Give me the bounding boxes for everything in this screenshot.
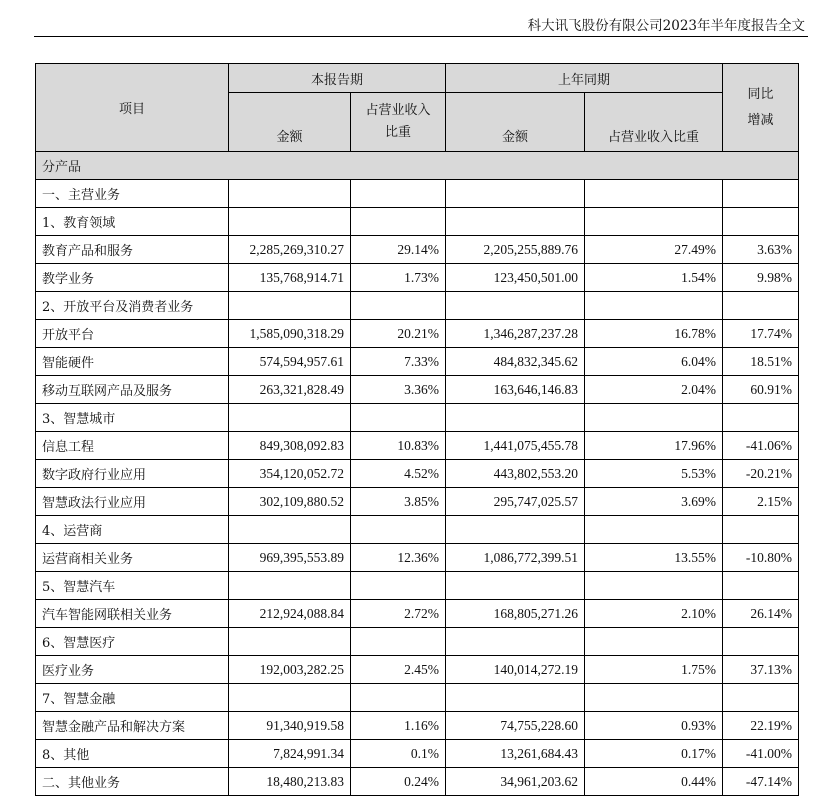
ratio-current <box>351 292 446 320</box>
row-label: 开放平台 <box>36 320 229 348</box>
revenue-by-product-table <box>35 63 799 796</box>
table-row <box>36 432 799 460</box>
table-row <box>36 656 799 684</box>
category-heading-row <box>36 572 799 600</box>
row-label: 8、其他 <box>36 740 229 768</box>
ratio-prior: 2.10% <box>585 600 723 628</box>
ratio-prior <box>585 208 723 236</box>
ratio-current: 20.21% <box>351 320 446 348</box>
yoy-change: 60.91% <box>723 376 799 404</box>
col-header-amount-prior: 金额 <box>446 93 585 152</box>
ratio-prior <box>585 628 723 656</box>
col-header-ratio-current <box>351 93 446 152</box>
category-heading-row <box>36 180 799 208</box>
row-label: 7、智慧金融 <box>36 684 229 712</box>
yoy-change: -47.14% <box>723 768 799 796</box>
amount-current: 263,321,828.49 <box>229 376 351 404</box>
ratio-current: 7.33% <box>351 348 446 376</box>
amount-prior <box>446 516 585 544</box>
ratio-prior <box>585 516 723 544</box>
row-label: 1、教育领域 <box>36 208 229 236</box>
ratio-prior: 16.78% <box>585 320 723 348</box>
row-label: 3、智慧城市 <box>36 404 229 432</box>
amount-current: 18,480,213.83 <box>229 768 351 796</box>
amount-prior: 1,441,075,455.78 <box>446 432 585 460</box>
amount-prior <box>446 292 585 320</box>
amount-prior <box>446 208 585 236</box>
row-label: 4、运营商 <box>36 516 229 544</box>
table-row <box>36 264 799 292</box>
ratio-prior: 3.69% <box>585 488 723 516</box>
table-row <box>36 348 799 376</box>
col-header-amount-current: 金额 <box>229 93 351 152</box>
amount-current: 302,109,880.52 <box>229 488 351 516</box>
amount-current <box>229 208 351 236</box>
ratio-current: 0.24% <box>351 768 446 796</box>
ratio-current: 1.16% <box>351 712 446 740</box>
amount-prior: 2,205,255,889.76 <box>446 236 585 264</box>
ratio-current <box>351 516 446 544</box>
ratio-prior <box>585 684 723 712</box>
col-header-ratio-prior: 占营业收入比重 <box>585 93 723 152</box>
ratio-prior <box>585 572 723 600</box>
yoy-change <box>723 292 799 320</box>
row-label: 移动互联网产品及服务 <box>36 376 229 404</box>
amount-prior: 1,086,772,399.51 <box>446 544 585 572</box>
amount-prior <box>446 572 585 600</box>
yoy-change <box>723 208 799 236</box>
amount-current: 192,003,282.25 <box>229 656 351 684</box>
ratio-prior: 2.04% <box>585 376 723 404</box>
table-row <box>36 544 799 572</box>
table-row <box>36 712 799 740</box>
ratio-prior <box>585 180 723 208</box>
ratio-prior: 6.04% <box>585 348 723 376</box>
yoy-change <box>723 684 799 712</box>
table-row <box>36 600 799 628</box>
category-heading-row <box>36 404 799 432</box>
yoy-change <box>723 572 799 600</box>
row-label: 教学业务 <box>36 264 229 292</box>
row-label: 智能硬件 <box>36 348 229 376</box>
ratio-current <box>351 208 446 236</box>
amount-prior: 123,450,501.00 <box>446 264 585 292</box>
amount-prior <box>446 628 585 656</box>
amount-current: 849,308,092.83 <box>229 432 351 460</box>
amount-current: 91,340,919.58 <box>229 712 351 740</box>
yoy-change <box>723 516 799 544</box>
row-label: 5、智慧汽车 <box>36 572 229 600</box>
amount-prior <box>446 404 585 432</box>
yoy-change: -41.06% <box>723 432 799 460</box>
amount-current: 1,585,090,318.29 <box>229 320 351 348</box>
yoy-change <box>723 404 799 432</box>
ratio-prior <box>585 404 723 432</box>
amount-prior: 295,747,025.57 <box>446 488 585 516</box>
amount-current: 135,768,914.71 <box>229 264 351 292</box>
row-label: 二、其他业务 <box>36 768 229 796</box>
table-row <box>36 488 799 516</box>
amount-current: 2,285,269,310.27 <box>229 236 351 264</box>
ratio-prior: 0.44% <box>585 768 723 796</box>
category-heading-row <box>36 628 799 656</box>
amount-current: 7,824,991.34 <box>229 740 351 768</box>
yoy-change: 9.98% <box>723 264 799 292</box>
amount-current <box>229 516 351 544</box>
yoy-change: 17.74% <box>723 320 799 348</box>
yoy-change: -41.00% <box>723 740 799 768</box>
col-header-item: 项目 <box>36 64 229 152</box>
yoy-change: 2.15% <box>723 488 799 516</box>
ratio-current <box>351 404 446 432</box>
row-label: 6、智慧医疗 <box>36 628 229 656</box>
table-row <box>36 740 799 768</box>
ratio-prior: 0.93% <box>585 712 723 740</box>
section-row <box>36 152 799 180</box>
amount-prior: 13,261,684.43 <box>446 740 585 768</box>
amount-prior <box>446 180 585 208</box>
ratio-prior: 0.17% <box>585 740 723 768</box>
table-row <box>36 376 799 404</box>
yoy-change: 18.51% <box>723 348 799 376</box>
amount-prior: 140,014,272.19 <box>446 656 585 684</box>
amount-prior: 163,646,146.83 <box>446 376 585 404</box>
amount-current: 969,395,553.89 <box>229 544 351 572</box>
category-heading-row <box>36 684 799 712</box>
amount-current <box>229 572 351 600</box>
ratio-current: 12.36% <box>351 544 446 572</box>
amount-current: 574,594,957.61 <box>229 348 351 376</box>
amount-prior: 168,805,271.26 <box>446 600 585 628</box>
amount-current <box>229 292 351 320</box>
row-label: 教育产品和服务 <box>36 236 229 264</box>
amount-prior: 34,961,203.62 <box>446 768 585 796</box>
ratio-prior: 27.49% <box>585 236 723 264</box>
yoy-change: 3.63% <box>723 236 799 264</box>
table-row <box>36 320 799 348</box>
header-rule <box>34 36 808 37</box>
yoy-change: 22.19% <box>723 712 799 740</box>
running-header-title: 科大讯飞股份有限公司2023年半年度报告全文 <box>527 18 805 34</box>
category-heading-row <box>36 292 799 320</box>
ratio-prior: 17.96% <box>585 432 723 460</box>
ratio-current: 29.14% <box>351 236 446 264</box>
row-label: 2、开放平台及消费者业务 <box>36 292 229 320</box>
yoy-change: 37.13% <box>723 656 799 684</box>
row-label: 智慧金融产品和解决方案 <box>36 712 229 740</box>
col-header-yoy <box>723 64 799 152</box>
ratio-current: 1.73% <box>351 264 446 292</box>
amount-current <box>229 628 351 656</box>
ratio-prior: 5.53% <box>585 460 723 488</box>
amount-prior <box>446 684 585 712</box>
table-row <box>36 768 799 796</box>
ratio-prior: 1.54% <box>585 264 723 292</box>
yoy-change: -10.80% <box>723 544 799 572</box>
ratio-current <box>351 180 446 208</box>
table-row <box>36 460 799 488</box>
amount-prior: 74,755,228.60 <box>446 712 585 740</box>
row-label: 医疗业务 <box>36 656 229 684</box>
ratio-current: 3.36% <box>351 376 446 404</box>
ratio-current: 3.85% <box>351 488 446 516</box>
category-heading-row <box>36 516 799 544</box>
row-label: 汽车智能网联相关业务 <box>36 600 229 628</box>
yoy-change: -20.21% <box>723 460 799 488</box>
row-label: 一、主营业务 <box>36 180 229 208</box>
section-label: 分产品 <box>36 152 799 180</box>
amount-current: 212,924,088.84 <box>229 600 351 628</box>
amount-prior: 443,802,553.20 <box>446 460 585 488</box>
ratio-current <box>351 628 446 656</box>
yoy-change: 26.14% <box>723 600 799 628</box>
amount-current <box>229 684 351 712</box>
col-group-current-period: 本报告期 <box>229 64 446 93</box>
ratio-prior <box>585 292 723 320</box>
ratio-current <box>351 572 446 600</box>
row-label: 运营商相关业务 <box>36 544 229 572</box>
col-group-prior-period: 上年同期 <box>446 64 723 93</box>
amount-current <box>229 180 351 208</box>
table-row <box>36 236 799 264</box>
col-header-ratio-current-text: 占营业收入 比重 <box>365 103 431 140</box>
ratio-current: 2.72% <box>351 600 446 628</box>
amount-prior: 484,832,345.62 <box>446 348 585 376</box>
yoy-change <box>723 180 799 208</box>
col-header-yoy-text: 同比 增减 <box>747 86 774 128</box>
yoy-change <box>723 628 799 656</box>
row-label: 数字政府行业应用 <box>36 460 229 488</box>
ratio-current: 10.83% <box>351 432 446 460</box>
category-heading-row <box>36 208 799 236</box>
row-label: 智慧政法行业应用 <box>36 488 229 516</box>
row-label: 信息工程 <box>36 432 229 460</box>
ratio-prior: 13.55% <box>585 544 723 572</box>
table-body <box>36 152 799 796</box>
amount-prior: 1,346,287,237.28 <box>446 320 585 348</box>
amount-current <box>229 404 351 432</box>
ratio-prior: 1.75% <box>585 656 723 684</box>
ratio-current: 0.1% <box>351 740 446 768</box>
ratio-current: 2.45% <box>351 656 446 684</box>
ratio-current: 4.52% <box>351 460 446 488</box>
ratio-current <box>351 684 446 712</box>
amount-current: 354,120,052.72 <box>229 460 351 488</box>
